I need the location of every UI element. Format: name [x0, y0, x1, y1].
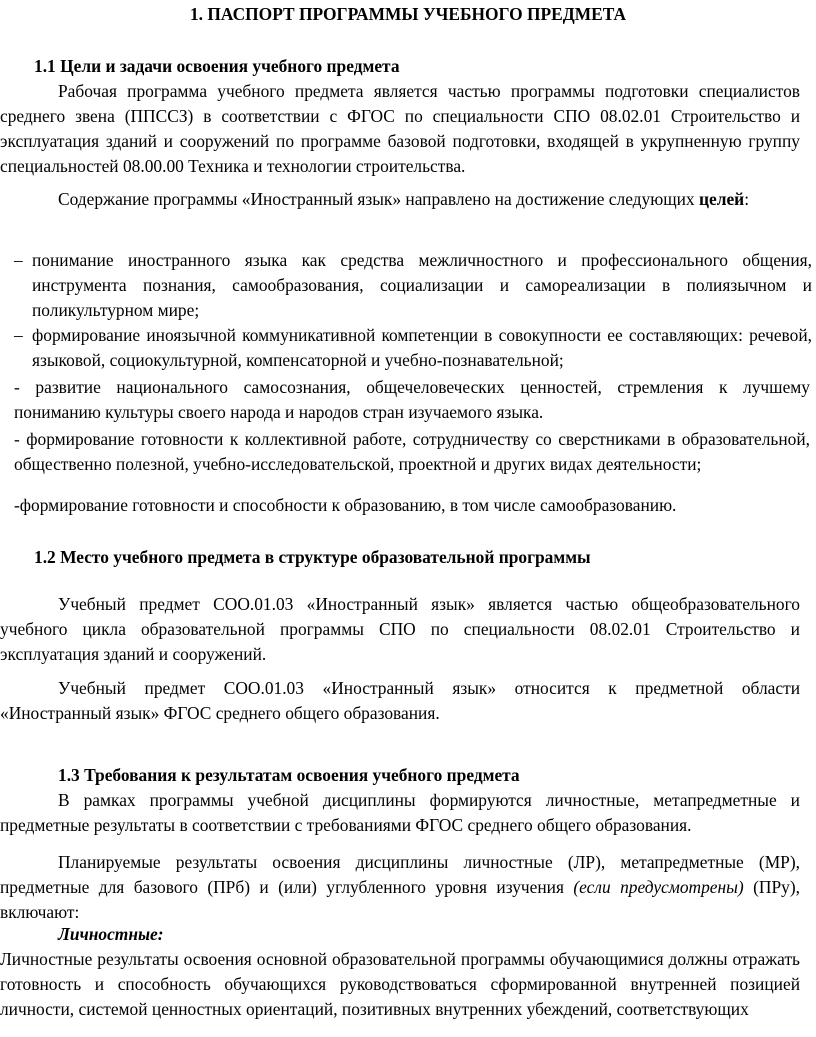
goal-item-4: - формирование готовности к коллективной работе, сотрудничеству со сверстниками в образовательной, общественно полезной, учебно-исследовательской, проектной и других видах деятельности; [14, 429, 810, 474]
goals-intro-text: Содержание программы «Иностранный язык» направлено на достижение следующих [58, 189, 699, 209]
section-1-3-heading: 1.3 Требования к результатам освоения учебного предмета [58, 765, 520, 785]
goal-item-5: -формирование готовности и способности к образованию, в том числе самообразованию. [14, 495, 677, 515]
section-1-3-paragraph-2 [0, 850, 800, 925]
section-1-3-paragraph-1: В рамках программы учебной дисциплины формируются личностные, метапредметные и предметные результаты в соответствии с требованиями ФГОС среднего общего образования. [0, 790, 800, 835]
goals-word: целей [698, 189, 745, 209]
results-optional-note: (если предусмотрены) [573, 877, 744, 897]
goal-item-2-text: формирование иноязычной коммуникативной компетенции в совокупности ее составляющих: речевой, языковой, социокультурной, компенсаторной и учебно-познавательной; [32, 325, 812, 370]
goal-item-2 [0, 323, 816, 373]
section-1-2-paragraph-2: Учебный предмет СОО.01.03 «Иностранный язык» относится к предметной области «Иностранный язык» ФГОС среднего общего образования. [0, 678, 800, 723]
goal-item-1-text: понимание иностранного языка как средства межличностного и профессионального общения, инструмента познания, самообразования, социализации и самореализации в полиязычном и поликультурном мире; [32, 250, 812, 320]
goal-item-1 [0, 248, 816, 323]
section-1-1-heading: 1.1 Цели и задачи освоения учебного предмета [34, 56, 400, 76]
personal-results-paragraph: Личностные результаты освоения основной образовательной программы обучающимися должны отражать готовность и способность обучающихся руководствоваться сформированной внутренней позицией личности, системой ценностных ориентаций, позитивных внутренних убеждений, соответствующих [0, 949, 800, 1019]
section-1-2-paragraph-1: Учебный предмет СОО.01.03 «Иностранный язык» является частью общеобразовательного учебного цикла образовательной программы СПО по специальности 08.02.01 Строительство и эксплуатация зданий и сооружений. [0, 594, 800, 664]
page-title: 1. ПАСПОРТ ПРОГРАММЫ УЧЕБНОГО ПРЕДМЕТА [189, 4, 627, 24]
section-1-1-paragraph-1: Рабочая программа учебного предмета является частью программы подготовки специалистов среднего звена (ППССЗ) в соответствии с ФГОС по специальности СПО 08.02.01 Строительство и эксплуатация зданий и сооружений по программе базовой подготовки, входящей в укрупненную группу специальностей 08.00.00 Техника и технологии строительства. [0, 81, 800, 176]
goal-item-3: - развитие национального самосознания, общечеловеческих ценностей, стремления к лучшему пониманию культуры своего народа и народов стран изучаемого языка. [14, 377, 810, 422]
results-tail-text: (ПРу), включают: [0, 877, 800, 922]
personal-results-subheading: Личностные: [58, 924, 164, 944]
section-1-2-heading: 1.2 Место учебного предмета в структуре образовательной программы [34, 547, 591, 567]
section-1-1-paragraph-2 [0, 187, 800, 212]
results-intro-text: Планируемые результаты освоения дисциплины личностные (ЛР), метапредметные (МР), предметные для базового (ПРб) и (или) углубленного уровня изучения [0, 852, 800, 897]
goals-colon: : [744, 189, 750, 209]
dash-marker: – [14, 325, 23, 345]
dash-marker: – [14, 250, 23, 270]
